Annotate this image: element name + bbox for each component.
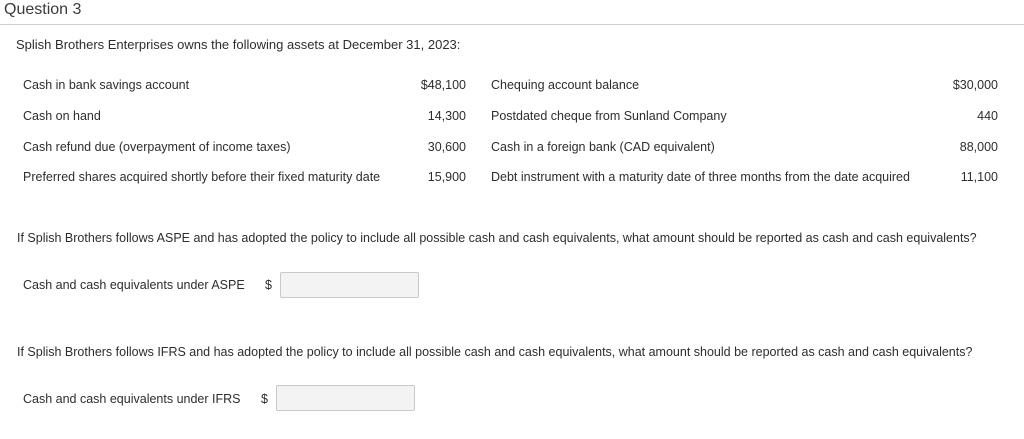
asset-value: 11,100	[960, 170, 998, 184]
asset-value: $48,100	[420, 78, 466, 92]
ifrs-answer-input[interactable]	[276, 385, 415, 411]
question-header	[0, 0, 1024, 25]
question-title: Question 3	[4, 1, 82, 18]
asset-value: 440	[977, 109, 998, 123]
asset-label: Postdated cheque from Sunland Company	[491, 109, 727, 123]
asset-value: 30,600	[427, 140, 466, 154]
asset-label: Preferred shares acquired shortly before their fixed maturity date	[23, 170, 381, 184]
aspe-answer-label: Cash and cash equivalents under ASPE	[23, 278, 245, 292]
asset-label: Chequing account balance	[491, 78, 640, 92]
intro-text: Splish Brothers Enterprises owns the following assets at December 31, 2023:	[16, 37, 461, 52]
asset-label: Cash refund due (overpayment of income taxes)	[23, 140, 291, 154]
asset-row	[0, 107, 1024, 125]
ifrs-question-prompt: If Splish Brothers follows IFRS and has adopted the policy to include all possible cash and cash equivalents, what amount should be reported as cash and cash equivalents?	[17, 345, 973, 359]
asset-row	[0, 76, 1024, 94]
aspe-currency-symbol: $	[265, 278, 272, 292]
asset-label: Cash on hand	[23, 109, 101, 123]
asset-value: $30,000	[952, 78, 998, 92]
aspe-question-prompt: If Splish Brothers follows ASPE and has adopted the policy to include all possible cash and cash equivalents, what amount should be reported as cash and cash equivalents?	[17, 231, 977, 245]
asset-label: Cash in a foreign bank (CAD equivalent)	[491, 140, 715, 154]
asset-row	[0, 168, 1024, 186]
asset-label: Debt instrument with a maturity date of three months from the date acquired	[491, 170, 910, 184]
asset-value: 14,300	[427, 109, 466, 123]
asset-value: 15,900	[427, 170, 466, 184]
asset-value: 88,000	[959, 140, 998, 154]
aspe-answer-input[interactable]	[280, 272, 419, 298]
ifrs-answer-label: Cash and cash equivalents under IFRS	[23, 392, 241, 406]
ifrs-currency-symbol: $	[261, 392, 268, 406]
asset-label: Cash in bank savings account	[23, 78, 190, 92]
asset-row	[0, 138, 1024, 156]
